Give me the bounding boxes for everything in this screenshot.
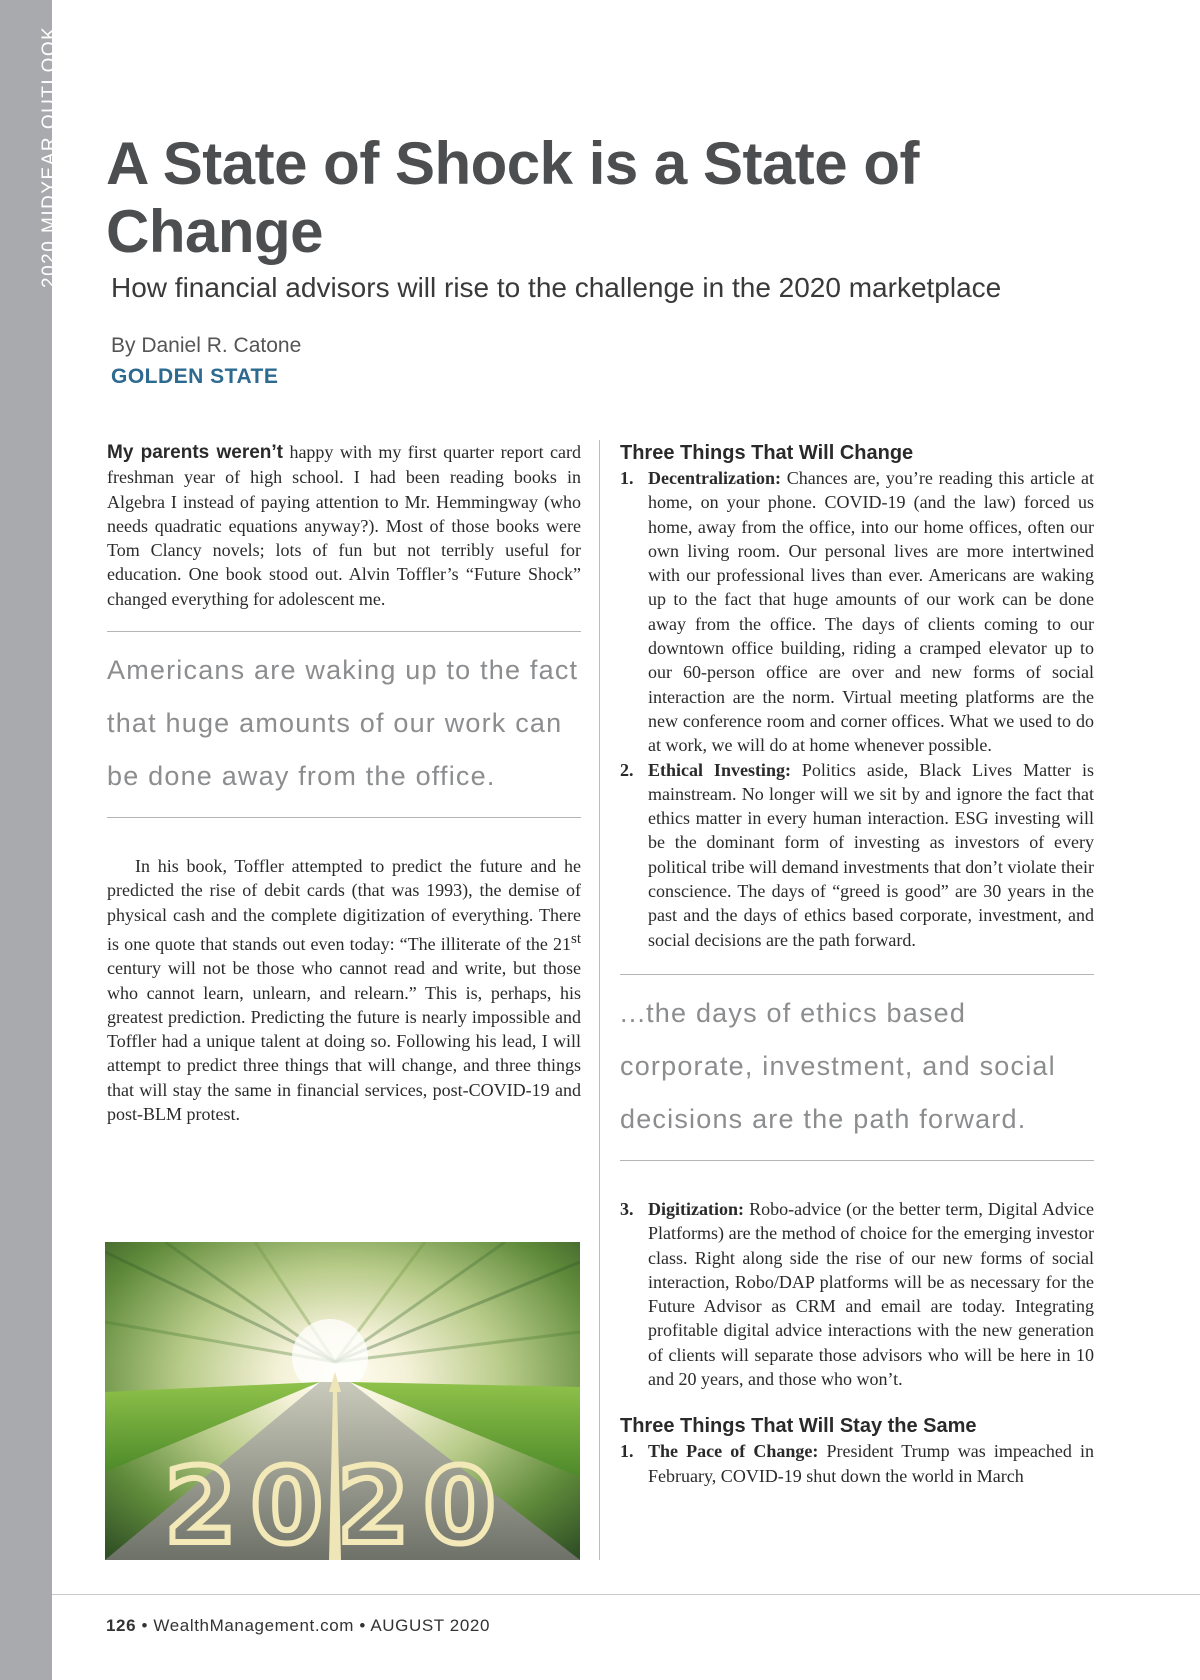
section-label: 2020 MIDYEAR OUTLOOK [39, 25, 60, 288]
footer-bullet-2: • [359, 1616, 366, 1635]
same-item-1-number: 1. [620, 1441, 634, 1462]
pull-quote-right [620, 974, 1094, 1161]
right-column [620, 440, 1094, 1488]
change-item-1-term: Decentralization: [648, 468, 781, 488]
same-item-1-text: President Trump was impeached in February, COVID-19 shut down the world in March [648, 1441, 1094, 1486]
change-item-3-text: Robo-advice (or the better term, Digital Advice Platforms) are the method of choice for the emerging investor class. Right along side the rise of our new forms of social interaction, Robo/DAP platforms will be as necessary for the Future Advisor as CRM and email are today. Integrating profitable digital advice interactions with the new generation of clients will separate those advisors who will be here in 10 and 20 years, and those who won’t. [648, 1198, 1094, 1390]
left-column [107, 440, 581, 1126]
same-item-1-term: The Pace of Change: [648, 1441, 819, 1462]
change-item-1 [620, 466, 1094, 758]
change-item-2-text: Politics aside, Black Lives Matter is mainstream. No longer will we sit by and ignore the fact that ethics matter in every human interaction. ESG investing will be the dominant form of investing as investors of every political tribe will demand investments that don’t violate their conscience. The days of “greed is good” are 30 years in the past and the days of ethics based corporate, investment, and social decisions are the path forward. [648, 759, 1094, 950]
heading-stay-same: Three Things That Will Stay the Same [620, 1415, 977, 1438]
road-year-text: 2020 [164, 1445, 510, 1560]
change-item-3-number: 3. [620, 1198, 634, 1219]
pull-quote-left [107, 631, 581, 818]
same-item-1 [620, 1439, 1094, 1488]
body-paragraph-toffler [107, 854, 581, 1126]
change-item-3 [620, 1197, 1094, 1391]
change-item-3-term: Digitization: [648, 1198, 744, 1219]
intro-paragraph [107, 440, 581, 611]
change-item-2-term: Ethical Investing: [648, 759, 791, 780]
article-title: A State of Shock is a State of Change [106, 130, 919, 265]
page-footer [106, 1616, 490, 1636]
column-divider [599, 440, 600, 1560]
road-2020-photo [105, 1242, 580, 1560]
intro-text: happy with my first quarter report card freshman year of high school. I had been reading books in Algebra I instead of paying attention to Mr. Hemmingway (who needs quadratic equations anyway?). Most of those books were Tom Clancy novels; lots of fun but not terribly useful for education. One book stood out. Alvin Toffler’s “Future Shock” changed everything for adolescent me. [107, 442, 582, 609]
footer-site: WealthManagement.com [153, 1616, 355, 1635]
para2-part-a: In his book, Toffler attempted to predict the future and he predicted the rise of debit cards (that was 1993), the demise of physical cash and the complete digitization of everything. There is one quote that stands out even today: “The illiterate of the 21 [107, 856, 581, 954]
page-number: 126 [106, 1616, 137, 1635]
author-byline: By Daniel R. Catone [111, 334, 302, 357]
footer-rule [52, 1594, 1200, 1595]
intro-lead: My parents weren’t [107, 442, 283, 463]
para2-superscript: st [570, 930, 581, 947]
footer-issue: AUGUST 2020 [370, 1616, 491, 1635]
article-subtitle: How financial advisors will rise to the challenge in the 2020 marketplace [111, 272, 1002, 303]
pull-quote-right-text: ...the days of ethics based corporate, investment, and social decisions are the path forward. [620, 997, 1056, 1134]
pull-quote-left-text: Americans are waking up to the fact that huge amounts of our work can be done away from the office. [107, 655, 579, 792]
heading-will-change: Three Things That Will Change [620, 442, 914, 464]
change-item-2 [620, 758, 1094, 952]
change-item-1-number: 1. [620, 468, 634, 488]
para2-part-b: century will not be those who cannot read and write, but those who cannot learn, unlearn, and relearn.” This is, perhaps, his greatest prediction. Predicting the future is nearly impossible and Toffler had a unique talent at doing so. Following his lead, I will attempt to predict three things that will change, and three things that will stay the same in financial services, post-COVID-19 and post-BLM protest. [107, 958, 581, 1125]
footer-bullet-1: • [141, 1616, 149, 1635]
change-item-2-number: 2. [620, 759, 634, 780]
road-image-graphic [105, 1242, 580, 1560]
region-label: GOLDEN STATE [111, 365, 279, 388]
change-item-1-text: Chances are, you’re reading this article at home, on your phone. COVID-19 (and the law) forced us home, away from the office, into our home offices, often our own living room. Our personal lives are more intertwined with our professional lives than ever. Americans are waking up to the fact that huge amounts of our work can be done away from the office. The days of clients coming to our downtown office building, riding a cramped elevator up to our 60-person office are over and new forms of social interaction are the norm. Virtual meeting platforms are the new conference room and corner offices. What we used to do at work, we will do at home whenever possible. [648, 468, 1094, 756]
